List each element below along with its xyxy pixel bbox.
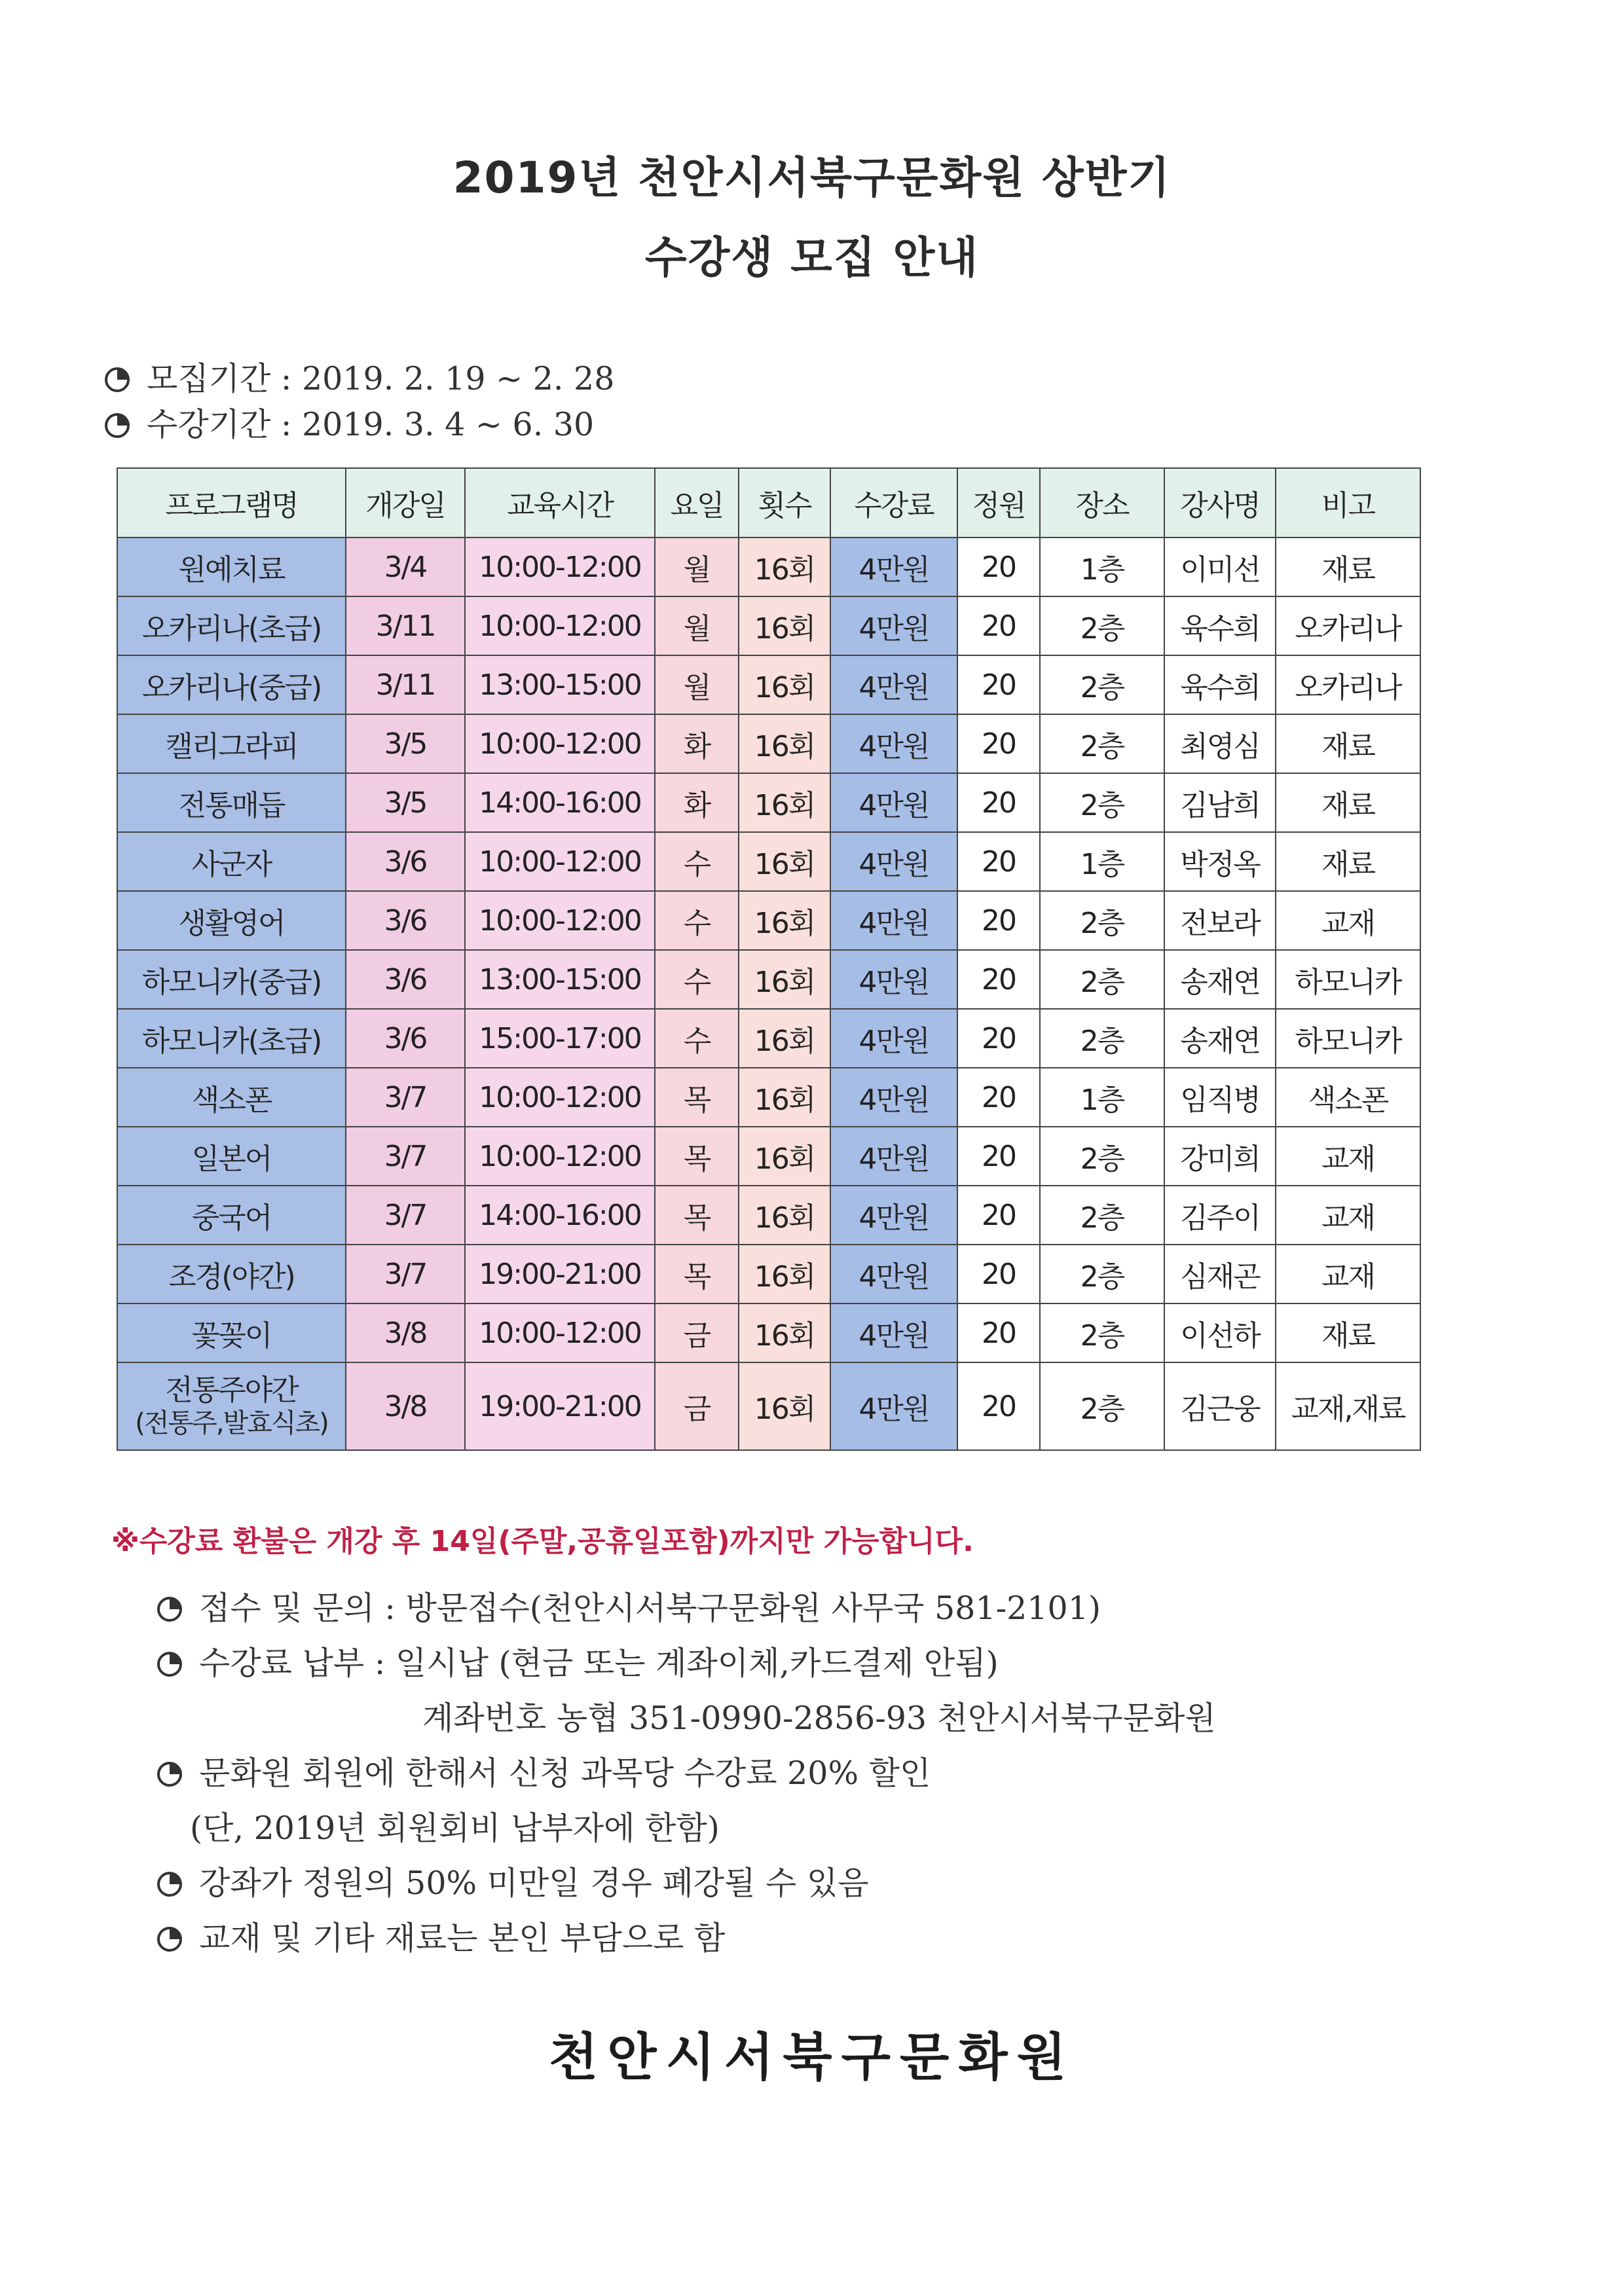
time-cell: 10:00-12:00: [465, 891, 655, 950]
count-cell: 16회: [739, 1068, 830, 1127]
time-cell: 19:00-21:00: [465, 1245, 655, 1303]
teacher-cell: 이선하: [1164, 1303, 1276, 1362]
program-name: 전통주야간: [165, 1374, 298, 1407]
fee-cell: 4만원: [830, 832, 957, 891]
day-cell: 목: [655, 1245, 739, 1303]
col-header-teacher: 강사명: [1164, 468, 1276, 538]
time-cell: 14:00-16:00: [465, 773, 655, 832]
time-cell: 14:00-16:00: [465, 1186, 655, 1245]
teacher-cell: 육수희: [1164, 596, 1276, 655]
day-cell: 수: [655, 950, 739, 1009]
note-cell: 재료: [1276, 538, 1420, 596]
teacher-cell: 이미선: [1164, 538, 1276, 596]
start-date-cell: 3/7: [346, 1068, 465, 1127]
capacity-cell: 20: [957, 1068, 1040, 1127]
time-cell: 19:00-21:00: [465, 1362, 655, 1450]
program-cell: 캘리그라피: [117, 714, 346, 773]
program-cell: 하모니카(초급): [117, 1009, 346, 1068]
table-row: [117, 1186, 1420, 1245]
info-discount-text: 문화원 회원에 한해서 신청 과목당 수강료 20% 할인: [199, 1755, 931, 1792]
time-cell: 10:00-12:00: [465, 538, 655, 596]
count-cell: 16회: [739, 773, 830, 832]
note-cell: 교재: [1276, 1245, 1420, 1303]
time-cell: 10:00-12:00: [465, 1303, 655, 1362]
start-date-cell: 3/11: [346, 655, 465, 714]
table-row: [117, 1362, 1420, 1450]
start-date-cell: 3/11: [346, 596, 465, 655]
fee-cell: 4만원: [830, 538, 957, 596]
teacher-cell: 김남희: [1164, 773, 1276, 832]
info-materials-text: 교재 및 기타 재료는 본인 부담으로 함: [199, 1920, 726, 1957]
program-cell: [117, 1362, 346, 1450]
capacity-cell: 20: [957, 538, 1040, 596]
place-cell: 1층: [1040, 832, 1164, 891]
place-cell: 2층: [1040, 1186, 1164, 1245]
start-date-cell: 3/6: [346, 832, 465, 891]
count-cell: 16회: [739, 1245, 830, 1303]
table-row: [117, 773, 1420, 832]
teacher-cell: 임직병: [1164, 1068, 1276, 1127]
day-cell: 금: [655, 1362, 739, 1450]
table-row: [117, 714, 1420, 773]
count-cell: 16회: [739, 1362, 830, 1450]
table-row: [117, 950, 1420, 1009]
clock-pie-icon: [105, 413, 130, 438]
place-cell: 2층: [1040, 1245, 1164, 1303]
col-header-note: 비고: [1276, 468, 1420, 538]
teacher-cell: 송재연: [1164, 950, 1276, 1009]
note-cell: 교재,재료: [1276, 1362, 1420, 1450]
fee-cell: 4만원: [830, 714, 957, 773]
place-cell: 2층: [1040, 950, 1164, 1009]
recruit-period-text: 모집기간 : 2019. 2. 19 ~ 2. 28: [147, 360, 615, 397]
count-cell: 16회: [739, 1186, 830, 1245]
time-cell: 10:00-12:00: [465, 832, 655, 891]
day-cell: 화: [655, 773, 739, 832]
place-cell: 1층: [1040, 538, 1164, 596]
start-date-cell: 3/6: [346, 1009, 465, 1068]
teacher-cell: 강미희: [1164, 1127, 1276, 1186]
time-cell: 10:00-12:00: [465, 714, 655, 773]
teacher-cell: 송재연: [1164, 1009, 1276, 1068]
start-date-cell: 3/8: [346, 1362, 465, 1450]
start-date-cell: 3/8: [346, 1303, 465, 1362]
note-cell: 하모니카: [1276, 1009, 1420, 1068]
fee-cell: 4만원: [830, 596, 957, 655]
day-cell: 월: [655, 596, 739, 655]
info-discount-note: (단, 2019년 회원회비 납부자에 한함): [190, 1810, 720, 1847]
time-cell: 10:00-12:00: [465, 596, 655, 655]
table-row: [117, 1068, 1420, 1127]
capacity-cell: 20: [957, 950, 1040, 1009]
day-cell: 수: [655, 891, 739, 950]
table-row: [117, 1127, 1420, 1186]
program-cell: 오카리나(초급): [117, 596, 346, 655]
day-cell: 목: [655, 1186, 739, 1245]
count-cell: 16회: [739, 1127, 830, 1186]
start-date-cell: 3/7: [346, 1127, 465, 1186]
capacity-cell: 20: [957, 655, 1040, 714]
count-cell: 16회: [739, 1009, 830, 1068]
clock-pie-icon: [157, 1872, 182, 1897]
count-cell: 16회: [739, 714, 830, 773]
count-cell: 16회: [739, 832, 830, 891]
note-cell: 재료: [1276, 714, 1420, 773]
course-period-text: 수강기간 : 2019. 3. 4 ~ 6. 30: [147, 406, 595, 443]
place-cell: 2층: [1040, 891, 1164, 950]
day-cell: 월: [655, 655, 739, 714]
place-cell: 1층: [1040, 1068, 1164, 1127]
start-date-cell: 3/4: [346, 538, 465, 596]
col-header-time: 교육시간: [465, 468, 655, 538]
count-cell: 16회: [739, 538, 830, 596]
start-date-cell: 3/5: [346, 714, 465, 773]
day-cell: 수: [655, 1009, 739, 1068]
col-header-capacity: 정원: [957, 468, 1040, 538]
day-cell: 화: [655, 714, 739, 773]
program-cell: 색소폰: [117, 1068, 346, 1127]
program-subname: (전통주,발효식초): [135, 1408, 328, 1438]
capacity-cell: 20: [957, 832, 1040, 891]
place-cell: 2층: [1040, 655, 1164, 714]
capacity-cell: 20: [957, 1009, 1040, 1068]
info-account: 계좌번호 농협 351-0990-2856-93 천안시서북구문화원: [422, 1700, 1216, 1737]
day-cell: 수: [655, 832, 739, 891]
program-cell: 오카리나(중급): [117, 655, 346, 714]
capacity-cell: 20: [957, 1362, 1040, 1450]
program-cell: 일본어: [117, 1127, 346, 1186]
count-cell: 16회: [739, 596, 830, 655]
count-cell: 16회: [739, 891, 830, 950]
start-date-cell: 3/6: [346, 891, 465, 950]
table-row: [117, 538, 1420, 596]
fee-cell: 4만원: [830, 1245, 957, 1303]
info-cancel: [157, 1858, 869, 1904]
teacher-cell: 육수희: [1164, 655, 1276, 714]
table-header-row: [117, 468, 1420, 538]
capacity-cell: 20: [957, 714, 1040, 773]
table-row: [117, 1303, 1420, 1362]
course-period: [105, 399, 594, 445]
page-title-line2: 수강생 모집 안내: [644, 232, 980, 283]
time-cell: 15:00-17:00: [465, 1009, 655, 1068]
col-header-day: 요일: [655, 468, 739, 538]
day-cell: 금: [655, 1303, 739, 1362]
fee-cell: 4만원: [830, 1362, 957, 1450]
fee-cell: 4만원: [830, 1186, 957, 1245]
place-cell: 2층: [1040, 1009, 1164, 1068]
col-header-start: 개강일: [346, 468, 465, 538]
place-cell: 2층: [1040, 714, 1164, 773]
day-cell: 목: [655, 1127, 739, 1186]
program-cell: 원예치료: [117, 538, 346, 596]
time-cell: 10:00-12:00: [465, 1068, 655, 1127]
place-cell: 2층: [1040, 773, 1164, 832]
table-row: [117, 1009, 1420, 1068]
fee-cell: 4만원: [830, 655, 957, 714]
capacity-cell: 20: [957, 1127, 1040, 1186]
place-cell: 2층: [1040, 1362, 1164, 1450]
clock-pie-icon: [157, 1762, 182, 1787]
program-cell: 생활영어: [117, 891, 346, 950]
capacity-cell: 20: [957, 596, 1040, 655]
fee-cell: 4만원: [830, 1303, 957, 1362]
count-cell: 16회: [739, 655, 830, 714]
start-date-cell: 3/5: [346, 773, 465, 832]
note-cell: 색소폰: [1276, 1068, 1420, 1127]
info-discount: [157, 1748, 931, 1794]
table-row: [117, 596, 1420, 655]
start-date-cell: 3/6: [346, 950, 465, 1009]
info-payment-text: 수강료 납부 : 일시납 (현금 또는 계좌이체,카드결제 안됨): [199, 1645, 999, 1682]
info-cancel-text: 강좌가 정원의 50% 미만일 경우 폐강될 수 있음: [199, 1865, 869, 1902]
day-cell: 월: [655, 538, 739, 596]
clock-pie-icon: [157, 1927, 182, 1952]
time-cell: 13:00-15:00: [465, 950, 655, 1009]
place-cell: 2층: [1040, 1303, 1164, 1362]
organization-name: 천안시서북구문화원: [548, 2028, 1076, 2087]
note-cell: 오카리나: [1276, 596, 1420, 655]
teacher-cell: 심재곤: [1164, 1245, 1276, 1303]
table-row: [117, 655, 1420, 714]
program-cell: 전통매듭: [117, 773, 346, 832]
start-date-cell: 3/7: [346, 1245, 465, 1303]
capacity-cell: 20: [957, 1303, 1040, 1362]
place-cell: 2층: [1040, 596, 1164, 655]
course-table: [117, 467, 1421, 1451]
note-cell: 재료: [1276, 832, 1420, 891]
note-cell: 재료: [1276, 1303, 1420, 1362]
recruit-period: [105, 354, 614, 399]
time-cell: 10:00-12:00: [465, 1127, 655, 1186]
capacity-cell: 20: [957, 1186, 1040, 1245]
fee-cell: 4만원: [830, 1009, 957, 1068]
count-cell: 16회: [739, 1303, 830, 1362]
info-reception-text: 접수 및 문의 : 방문접수(천안시서북구문화원 사무국 581-2101): [199, 1590, 1101, 1627]
place-cell: 2층: [1040, 1127, 1164, 1186]
fee-cell: 4만원: [830, 950, 957, 1009]
fee-cell: 4만원: [830, 891, 957, 950]
fee-cell: 4만원: [830, 773, 957, 832]
note-cell: 재료: [1276, 773, 1420, 832]
teacher-cell: 김주이: [1164, 1186, 1276, 1245]
note-cell: 하모니카: [1276, 950, 1420, 1009]
program-cell: 중국어: [117, 1186, 346, 1245]
table-row: [117, 832, 1420, 891]
page-title-line1: 2019년 천안시서북구문화원 상반기: [452, 153, 1172, 203]
clock-pie-icon: [157, 1597, 182, 1622]
capacity-cell: 20: [957, 891, 1040, 950]
clock-pie-icon: [105, 367, 130, 392]
start-date-cell: 3/7: [346, 1186, 465, 1245]
capacity-cell: 20: [957, 1245, 1040, 1303]
program-cell: 하모니카(중급): [117, 950, 346, 1009]
info-reception: [157, 1583, 1101, 1629]
note-cell: 오카리나: [1276, 655, 1420, 714]
day-cell: 목: [655, 1068, 739, 1127]
fee-cell: 4만원: [830, 1068, 957, 1127]
note-cell: 교재: [1276, 891, 1420, 950]
col-header-fee: 수강료: [830, 468, 957, 538]
teacher-cell: 김근웅: [1164, 1362, 1276, 1450]
note-cell: 교재: [1276, 1127, 1420, 1186]
teacher-cell: 최영심: [1164, 714, 1276, 773]
count-cell: 16회: [739, 950, 830, 1009]
time-cell: 13:00-15:00: [465, 655, 655, 714]
teacher-cell: 박정옥: [1164, 832, 1276, 891]
col-header-program: 프로그램명: [117, 468, 346, 538]
col-header-place: 장소: [1040, 468, 1164, 538]
info-materials: [157, 1913, 725, 1959]
program-cell: 조경(야간): [117, 1245, 346, 1303]
teacher-cell: 전보라: [1164, 891, 1276, 950]
program-cell: 사군자: [117, 832, 346, 891]
clock-pie-icon: [157, 1652, 182, 1677]
capacity-cell: 20: [957, 773, 1040, 832]
table-row: [117, 891, 1420, 950]
col-header-count: 횟수: [739, 468, 830, 538]
info-payment: [157, 1638, 999, 1684]
refund-notice: ※수강료 환불은 개강 후 14일(주말,공휴일포함)까지만 가능합니다.: [111, 1525, 974, 1558]
note-cell: 교재: [1276, 1186, 1420, 1245]
fee-cell: 4만원: [830, 1127, 957, 1186]
table-row: [117, 1245, 1420, 1303]
program-cell: 꽃꽂이: [117, 1303, 346, 1362]
